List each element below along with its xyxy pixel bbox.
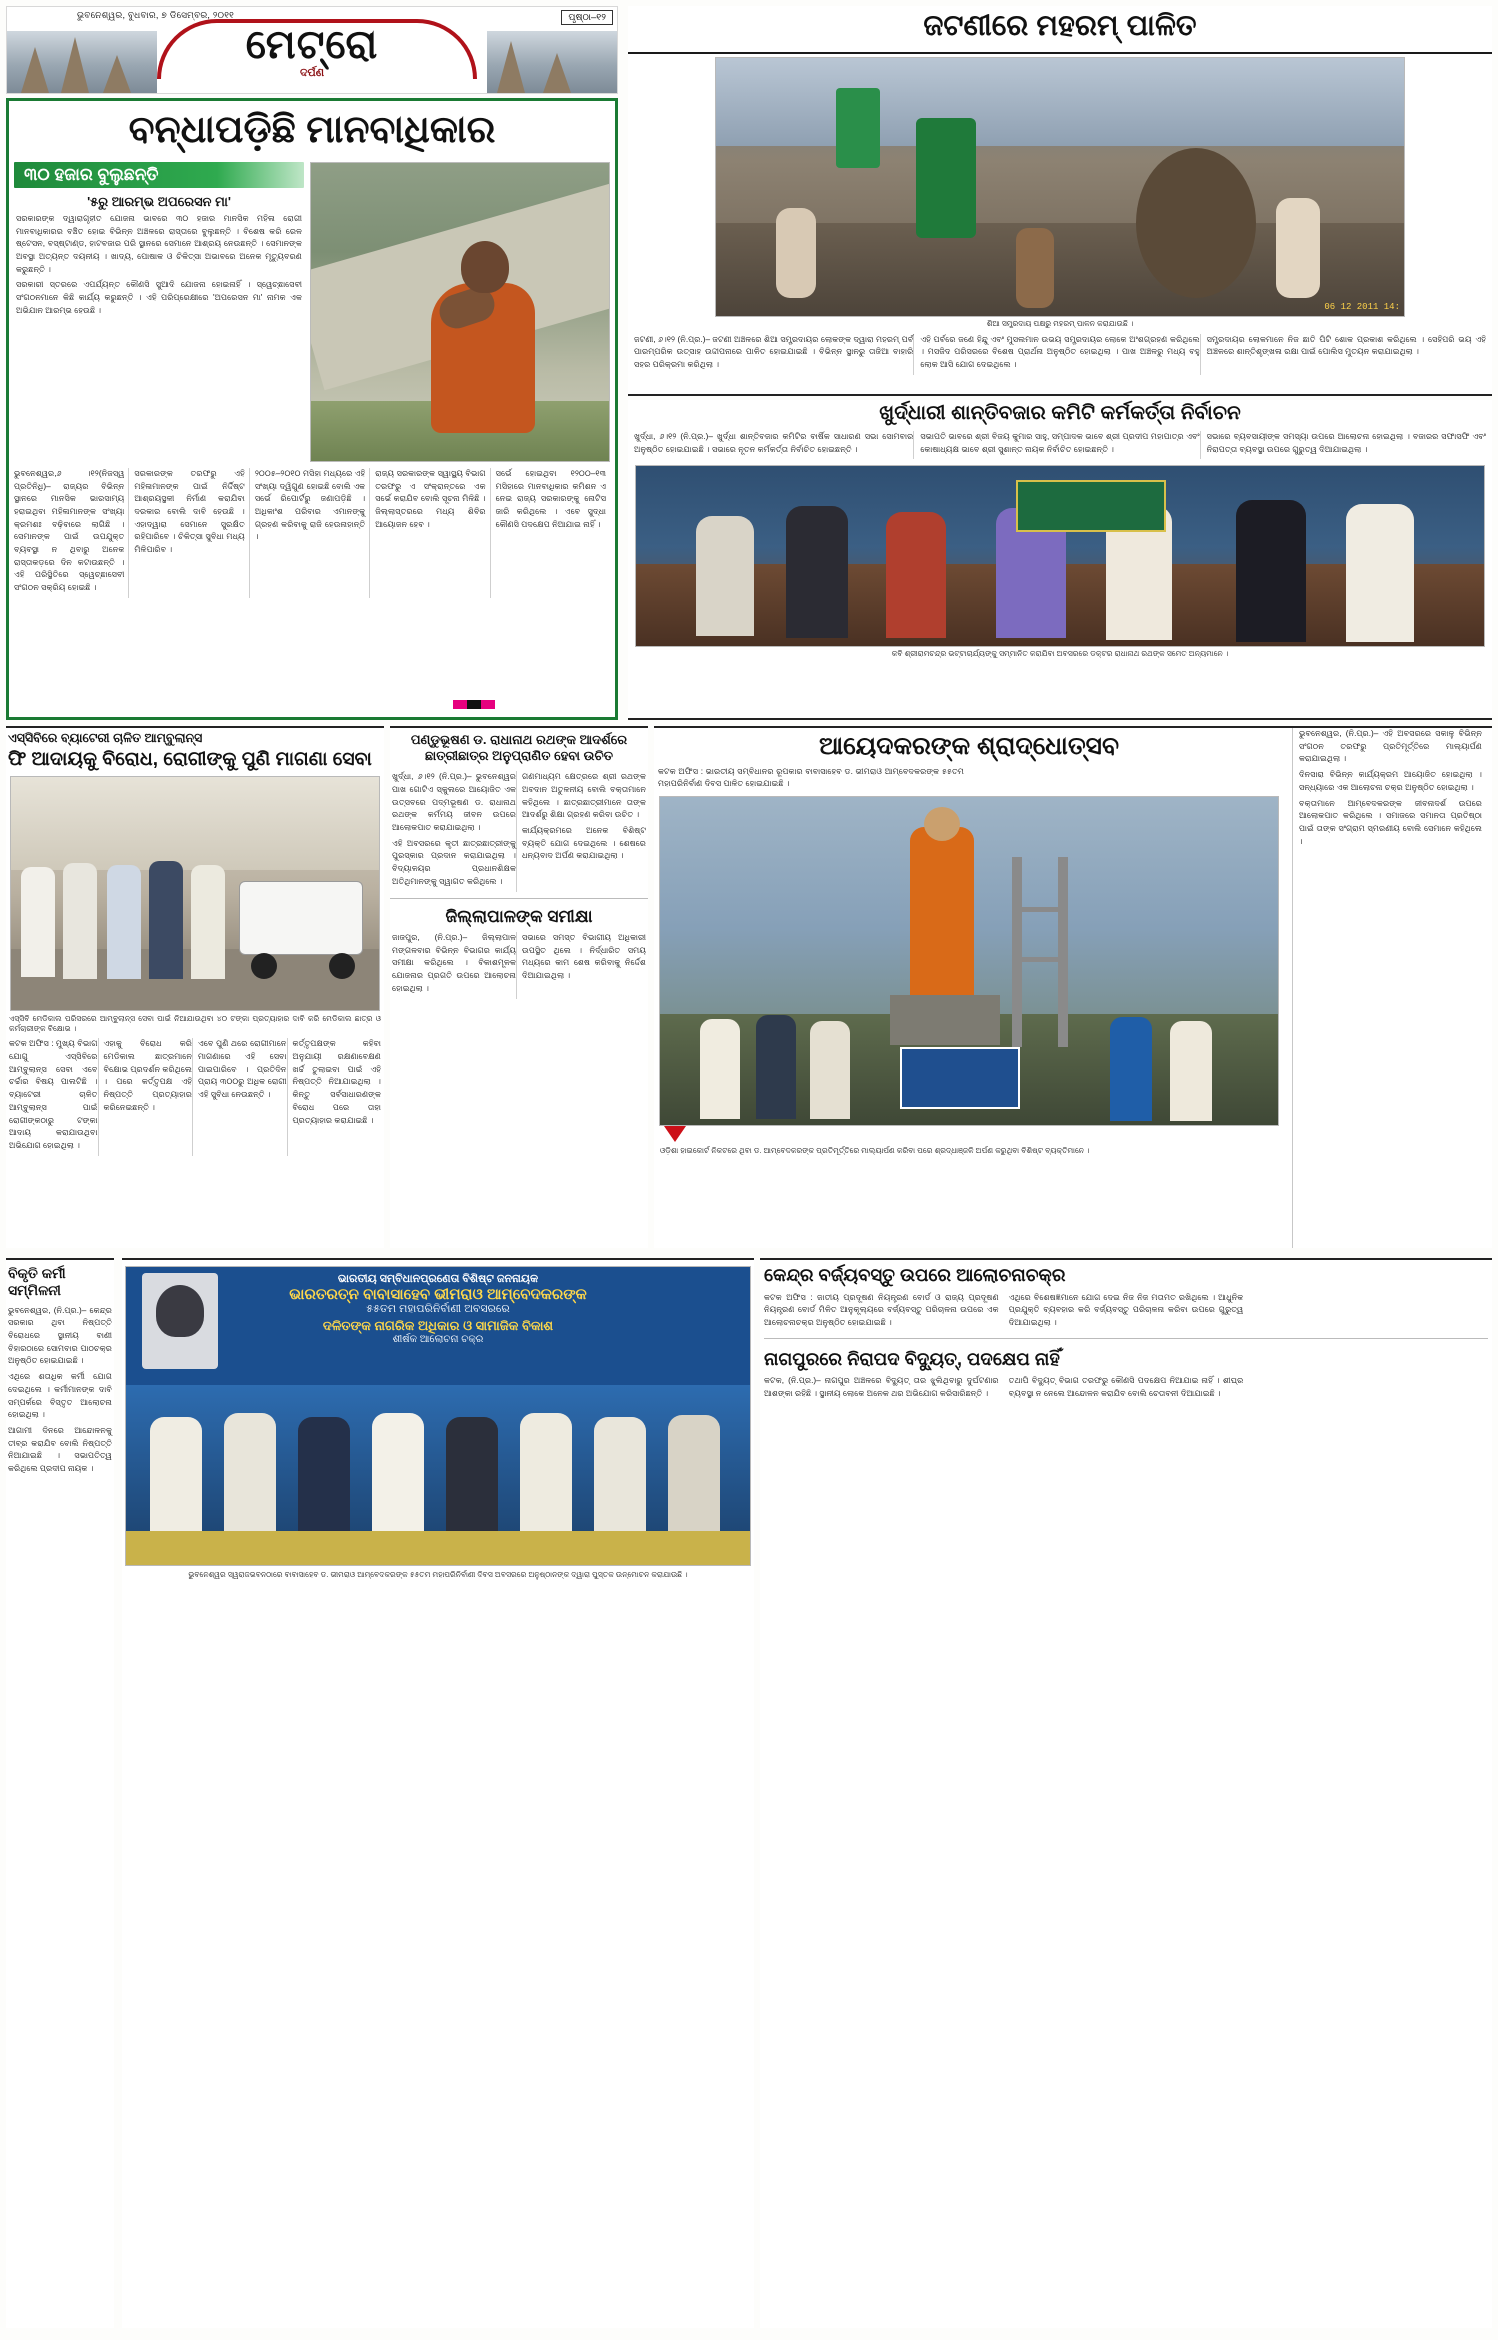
lead-para2: ସରକାରୀ ସ୍ତରରେ ଏପର୍ଯ୍ୟନ୍ତ କୌଣସି ସୁଆଦି ଯୋଜନା ହୋଇନାହିଁ । ସ୍ୱେଚ୍ଛାସେବୀ ସଂଗଠନମାନେ କିଛି କାର୍ଯ୍ୟ କରୁଛନ୍ତି । ଏହି ପରିପ୍ରେକ୍ଷୀରେ 'ଅପରେସନ ମା' ନାମକ ଏକ ଅଭିଯାନ ଆରମ୍ଭ ହେଉଛି । (16, 280, 302, 315)
ambedkar-col-2: ଦିନସାରା ବିଭିନ୍ନ କାର୍ଯ୍ୟକ୍ରମ ଆୟୋଜିତ ହୋଇଥିଲା । ସନ୍ଧ୍ୟାରେ ଏକ ଆଲୋଚନା ଚକ୍ର ଅନୁଷ୍ଠିତ ହୋଇଥିଲା । (1299, 770, 1482, 792)
lead-col-1: ଭୁବନେଶ୍ୱର,୬ ।୧୨(ନିଜସ୍ୱ ପ୍ରତିନିଧି)– ରାଜ୍ୟର ବିଭିନ୍ନ ସ୍ଥାନରେ ମାନସିକ ଭାରସାମ୍ୟ ହରାଇଥିବା ମହିଳାମାନଙ୍କ ସଂଖ୍ୟା କ୍ରମଶଃ ବଢ଼ିବାରେ ଲାଗିଛି । ସେମାନଙ୍କ ପାଇଁ ଉପଯୁକ୍ତ ବ୍ୟବସ୍ଥା ନ ଥିବାରୁ ଅନେକ ରାସ୍ତାକଡ଼ରେ ଦିନ କଟାଉଛନ୍ତି । ଏହି ପରିସ୍ଥିତିରେ ସ୍ୱେଚ୍ଛାସେବୀ ସଂଗଠନ ସକ୍ରିୟ ହୋଇଛି । (14, 468, 125, 593)
lead-col-5: ସର୍ଭେ ହୋଇଥିବା ୧୨୦୦–୧୩ ମସିହାରେ ମାନବାଧିକାର କମିଶନ ଏ ନେଇ ରାଜ୍ୟ ସରକାରଙ୍କୁ ନୋଟିସ ଜାରି କରିଥିଲେ । ଏବେ ସୁଦ୍ଧା କୌଣସି ପଦକ୍ଷେପ ନିଆଯାଇ ନାହିଁ । (495, 468, 607, 529)
ambulance-col-1: କଟକ ଅଫିସ : ମୁଖ୍ୟ ବିଭାଗ ଯୋଗୁ ଏସ୍‌ସିବିରେ ଆମ୍ବୁଲାନ୍ସ ସେବା ଏବେ ଚର୍ଚ୍ଚାର ବିଷୟ ପାଲଟିଛି । ବ୍ୟାଟେରୀ ଚାଳିତ ଆମ୍ବୁଲାନ୍ସ ପାଇଁ ରୋଗୀଙ୍କଠାରୁ ଟଙ୍କା ଆଦାୟ କରାଯାଉଥିବା ଅଭିଯୋଗ ହୋଇଥିଲା । (9, 1039, 98, 1150)
moharram-caption: ଶିଆ ସମ୍ପ୍ରଦାୟ ପକ୍ଷରୁ ମହରମ୍ ପାଳନ କରାଯାଉଛି । (986, 319, 1134, 329)
red-arrow-marker (664, 1126, 686, 1142)
jilapala-col-1: ଜାଜପୁର, (ନି.ପ୍ର.)– ଜିଲ୍ଲାପାଳ ମଙ୍ଗଳବାର ବିଭିନ୍ନ ବିଭାଗର କାର୍ଯ୍ୟ ସମୀକ୍ଷା କରିଥିଲେ । ବିକାଶମୂଳକ ଯୋଜନାର ପ୍ରଗତି ଉପରେ ଆଲୋଚନା ହୋଇଥିଲା । (392, 933, 516, 993)
committee-col-3: ସଭାରେ ବ୍ୟବସାୟୀଙ୍କ ସମସ୍ୟା ଉପରେ ଆଲୋଚନା ହୋଇଥିଲା । ବଜାରର ସଫାସଫି ଏବଂ ନିରାପତ୍ତା ବ୍ୟବସ୍ଥା ଉପରେ ଗୁରୁତ୍ୱ ଦିଆଯାଇଥିଲା । (1206, 432, 1486, 454)
lead-col-3: ୨୦୦୫–୨୦୧୦ ମସିହା ମଧ୍ୟରେ ଏହି ସଂଖ୍ୟା ଦ୍ୱିଗୁଣ ହୋଇଛି ବୋଲି ଏକ ସର୍ଭେ ରିପୋର୍ଟରୁ ଜଣାପଡ଼ିଛି । ଅଧିକାଂଶ ପରିବାର ଏମାନଙ୍କୁ ଗ୍ରହଣ କରିବାକୁ ରାଜି ହେଉନାହାନ୍ତି । (254, 468, 366, 542)
lead-intro: ସରକାରଙ୍କ ଦ୍ୱାରାଗୃହୀତ ଯୋଜନା ଭାବରେ ୩୦ ହଜାର ମାନସିକ ମହିଳା ରୋଗୀ ମାନବାଧିକାରର ବଞ୍ଚିତ ହୋଇ ବିଭିନ୍ନ ଅଞ୍ଚଳରେ ରାସ୍ତାରେ ବୁଲୁଛନ୍ତି । ବିଶେଷ କରି ରେଳ ଷ୍ଟେସନ, ବସ୍‌ଷ୍ଟାଣ୍ଡ, ହାଟବଜାର ପରି ସ୍ଥାନରେ ସେମାନେ ଆଶ୍ରୟ ନେଉଛନ୍ତି । ସେମାନଙ୍କ ଅବସ୍ଥା ଅତ୍ୟନ୍ତ ଦୟନୀୟ । ଖାଦ୍ୟ, ପୋଷାକ ଓ ଚିକିତ୍ସା ଅଭାବରେ ଅନେକ ମୃତ୍ୟୁବରଣ କରୁଛନ୍ତି । (16, 213, 302, 274)
page-number: ପୃଷ୍ଠା–୧୨ (561, 10, 613, 25)
lead-story (6, 98, 618, 720)
banner-line5: ଶୀର୍ଷକ ଆଲୋଚନା ଚକ୍ର (392, 1334, 484, 1345)
bikriti-col-3: ଆଗାମୀ ଦିନରେ ଆନ୍ଦୋଳନକୁ ତୀବ୍ର କରାଯିବ ବୋଲି ନିଷ୍ପତ୍ତି ନିଆଯାଇଛି । ସଭାପତିତ୍ୱ କରିଥିଲେ ପ୍ରଦୀପ ନାୟକ । (8, 1425, 112, 1474)
lead-col-4: ରାଜ୍ୟ ସରକାରଙ୍କ ସ୍ୱାସ୍ଥ୍ୟ ବିଭାଗ ତରଫରୁ ଏ ସଂକ୍ରାନ୍ତରେ ଏକ ସର୍ଭେ କରାଯିବ ବୋଲି ସୂଚନା ମିଳିଛି । ଜିଲ୍ଲାସ୍ତରରେ ମଧ୍ୟ ଶିବିର ଆୟୋଜନ ହେବ । (375, 468, 486, 529)
waste-text-2: ଏଥିରେ ବିଶେଷଜ୍ଞମାନେ ଯୋଗ ଦେଇ ନିଜ ନିଜ ମତାମତ ରଖିଥିଲେ । ଆଧୁନିକ ପ୍ରଯୁକ୍ତି ବ୍ୟବହାର କରି ବର୍ଜ୍ୟବସ୍ତୁ ପରିଚାଳନା କରିବା ଉପରେ ଗୁରୁତ୍ୱ ଦିଆଯାଇଥିଲା । (1008, 1292, 1244, 1328)
committee-col-1: ଖୁର୍ଦ୍ଧା, ୬।୧୨ (ନି.ପ୍ର.)– ଖୁର୍ଦ୍ଧା ଶାନ୍ତିବଜାର କମିଟିର ବାର୍ଷିକ ସାଧାରଣ ସଭା ସୋମବାର ଅନୁଷ୍ଠିତ ହୋଇଯାଇଛି । ସଭାରେ ନୂତନ କର୍ମକର୍ତ୍ତା ନିର୍ବାଚିତ ହୋଇଛନ୍ତି । (634, 432, 914, 454)
banner-line4: ଦଳିତଙ୍କ ନାଗରିକ ଅଧିକାର ଓ ସାମାଜିକ ବିକାଶ (322, 1318, 554, 1333)
photo-timestamp: 06 12 2011 14: (1324, 302, 1400, 313)
ambulance-col-4: କର୍ତ୍ତୃପକ୍ଷଙ୍କ କହିବା ଅନୁଯାୟୀ ରକ୍ଷଣାବେକ୍ଷଣ ଖର୍ଚ୍ଚ ତୁଲାଇବା ପାଇଁ ଏହି ନିଷ୍ପତ୍ତି ନିଆଯାଇଥିଲା । କିନ୍ତୁ ସର୍ବସାଧାରଣଙ୍କ ବିରୋଧ ପରେ ତାହା ପ୍ରତ୍ୟାହାର କରାଯାଇଛି । (292, 1039, 381, 1125)
bikriti-col-2: ଏଥିରେ ଶତାଧିକ କର୍ମୀ ଯୋଗ ଦେଇଥିଲେ । କର୍ମୀମାନଙ୍କ ଦାବି ସମ୍ପର୍କରେ ବିସ୍ତୃତ ଆଲୋଚନା ହୋଇଥିଲା । (8, 1372, 112, 1420)
bikriti-col-1: ଭୁବନେଶ୍ୱର, (ନି.ପ୍ର.)– କେନ୍ଦ୍ର ସରକାର ଥିବା ନିଷ୍ପତ୍ତି ବିରୋଧରେ ସ୍ଥାନୀୟ ବାଣୀ ବିହାରଠାରେ ସୋମବାର ପାଠଚକ୍ର ଅନୁଷ୍ଠିତ ହୋଇଯାଇଛି । (8, 1305, 112, 1366)
moharram-photo (715, 57, 1405, 317)
paper-title: ମେଟ୍ରୋ (245, 23, 379, 67)
radhanath-col-3: ଏହି ଅବସରରେ କୃତୀ ଛାତ୍ରଛାତ୍ରୀଙ୍କୁ ପୁରସ୍କାର ପ୍ରଦାନ କରାଯାଇଥିଲା । ବିଦ୍ୟାଳୟର ପ୍ରଧାନଶିକ୍ଷକ ଅତିଥିମାନଙ୍କୁ ସ୍ୱାଗତ କରିଥିଲେ । (392, 838, 516, 886)
moharram-col-1: ଜଟଣୀ, ୬।୧୨ (ନି.ପ୍ର.)– ଜଟଣୀ ଅଞ୍ଚଳରେ ଶିଆ ସମ୍ପ୍ରଦାୟର ଲୋକଙ୍କ ଦ୍ୱାରା ମହରମ୍ ପର୍ବ ପାରମ୍ପରିକ ଉତ୍ସାହ ଉଦ୍ଦୀପନାରେ ପାଳିତ ହୋଇଯାଇଛି । ବିଭିନ୍ନ ସ୍ଥାନରୁ ତାଜିଆ ବାହାରି ସହର ପରିକ୍ରମା କରିଥିଲା । (634, 334, 914, 369)
bottom-right-block (760, 1258, 1492, 2328)
paper-subtitle: ଦର୍ପଣ (299, 67, 325, 79)
lead-subhead: '୫ରୁ ଆରମ୍ଭ ଅପରେସନ ମା' (87, 193, 231, 209)
lead-green-bar: ୩୦ ହଜାର ବୁଲୁଛନ୍ତି (14, 162, 304, 188)
radhanath-col-4: କାର୍ଯ୍ୟକ୍ରମରେ ଅନେକ ବିଶିଷ୍ଟ ବ୍ୟକ୍ତି ଯୋଗ ଦେଇଥିଲେ । ଶେଷରେ ଧନ୍ୟବାଦ ଅର୍ପଣ କରାଯାଇଥିଲା । (522, 826, 646, 861)
moharram-col-3: ସମ୍ପ୍ରଦାୟର ଲୋକମାନେ ନିଜ ଛାତି ପିଟି ଶୋକ ପ୍ରକାଶ କରିଥିଲେ । ସେହିପରି ଭୟ ଏହି ଅଞ୍ଚଳରେ ଶାନ୍ତିଶୃଙ୍ଖଳା ରକ୍ଷା ପାଇଁ ପୋଲିସ ମୁତୟନ କରାଯାଇଥିଲା । (1206, 334, 1486, 357)
ambulance-photo (10, 776, 380, 1011)
dateline: ଭୁବନେଶ୍ୱର, ବୁଧବାର, ୭ ଡିସେମ୍ବର, ୨୦୧୧ (77, 10, 235, 20)
article-committee (628, 400, 1492, 720)
ambulance-col-3: ଏବେ ପୁଣି ଥରେ ରୋଗୀମାନେ ମାଗଣାରେ ଏହି ସେବା ପାଇପାରିବେ । ପ୍ରତିଦିନ ପ୍ରାୟ ୩୦୦ରୁ ଅଧିକ ରୋଗୀ ଏହି ସୁବିଧା ନେଉଛନ୍ତି । (198, 1039, 287, 1100)
banner-line2: ଭାରତରତ୍ନ ବାବାସାହେବ ଭୀମରାଓ ଆମ୍ବେଦକରଙ୍କ (289, 1286, 587, 1303)
lead-headline: ବନ୍ଧାପଡ଼ିଛି ମାନବାଧିକାର (128, 109, 496, 151)
cmyk-registration-marks (453, 700, 495, 709)
waste-text-1: କଟକ ଅଫିସ : ଜାତୀୟ ପ୍ରଦୂଷଣ ନିୟନ୍ତ୍ରଣ ବୋର୍ଡ ଓ ରାଜ୍ୟ ପ୍ରଦୂଷଣ ନିୟନ୍ତ୍ରଣ ବୋର୍ଡ ମିଳିତ ଆନୁକୂଲ୍ୟରେ ବର୍ଜ୍ୟବସ୍ତୁ ପରିଚାଳନା ଉପରେ ଏକ ଆଲୋଚନାଚକ୍ର ଅନୁଷ୍ଠିତ ହୋଇଯାଇଛି । (764, 1292, 999, 1328)
nagpur-text-2: ତଥାପି ବିଦ୍ୟୁତ୍ ବିଭାଗ ତରଫରୁ କୌଣସି ପଦକ୍ଷେପ ନିଆଯାଇ ନାହିଁ । ଶୀଘ୍ର ବ୍ୟବସ୍ଥା ନ ନେଲେ ଆନ୍ଦୋଳନ କରାଯିବ ବୋଲି ଚେତାବନୀ ଦିଆଯାଇଛି । (1008, 1376, 1244, 1399)
moharram-col-2: ଏହି ପର୍ବରେ ଜଣେ ହିନ୍ଦୁ ଏବଂ ମୁସଲମାନ ଉଭୟ ସମ୍ପ୍ରଦାୟର ଲୋକେ ଅଂଶଗ୍ରହଣ କରିଥିଲେ । ମସଜିଦ ପରିସରରେ ବିଶେଷ ପ୍ରାର୍ଥନା ଅନୁଷ୍ଠିତ ହୋଇଥିଲା । ପାଖ ଅଞ୍ଚଳରୁ ମଧ୍ୟ ବହୁ ଲୋକ ଆସି ଯୋଗ ଦେଇଥିଲେ । (920, 334, 1200, 369)
ambulance-col-2: ଏହାକୁ ବିରୋଧ କରି ମେଡିକାଲ ଛାତ୍ରମାନେ ବିକ୍ଷୋଭ ପ୍ରଦର୍ଶନ କରିଥିଲେ । ପରେ କର୍ତ୍ତୃପକ୍ଷ ଏହି ନିଷ୍ପତ୍ତି ପ୍ରତ୍ୟାହାର କରିନେଇଛନ୍ତି । (103, 1039, 192, 1112)
bottom-photo-block (122, 1258, 754, 2328)
waste-headline: କେନ୍ଦ୍ର ବର୍ଜ୍ୟବସ୍ତୁ ଉପରେ ଆଲୋଚନାଚକ୍ର (764, 1265, 1066, 1285)
jilapala-headline: ଜିଲ୍ଲାପାଳଙ୍କ ସମୀକ୍ଷା (390, 898, 648, 931)
radhanath-col-1: ଖୁର୍ଦ୍ଧା, ୬।୧୨ (ନି.ପ୍ର.)– ଭୁବନେଶ୍ୱର ପାଖ ଗୋଟିଏ ସ୍କୁଲରେ ଆୟୋଜିତ ଏକ ଉତ୍ସବରେ ପଦ୍ମଭୂଷଣ ଡ. ରାଧାନାଥ ରଥଙ୍କ କର୍ମମୟ ଜୀବନ ଉପରେ ଆଲୋକପାତ କରାଯାଇଥିଲା । (392, 772, 516, 832)
ambedkar-event-photo (125, 1266, 751, 1566)
nagpur-text-1: କଟକ, (ନି.ପ୍ର.)– ନାଗପୁର ଅଞ୍ଚଳରେ ବିଦ୍ୟୁତ୍ ତାର ଝୁଲିଥିବାରୁ ଦୁର୍ଘଟଣାର ଆଶଙ୍କା ରହିଛି । ସ୍ଥାନୀୟ ଲୋକେ ଅନେକ ଥର ଅଭିଯୋଗ କରିସାରିଛନ୍ତି । (764, 1376, 999, 1399)
ambulance-headline: ଫି ଆଦାୟକୁ ବିରୋଧ, ରୋଗୀଙ୍କୁ ପୁଣି ମାଗଣା ସେବା (8, 749, 372, 770)
ambedkar-col-3: ବକ୍ତାମାନେ ଆମ୍ବେଦକରଙ୍କ ଜୀବନାଦର୍ଶ ଉପରେ ଆଲୋକପାତ କରିଥିଲେ । ସମାଜରେ ସମାନତା ପ୍ରତିଷ୍ଠା ପାଇଁ ତାଙ୍କ ସଂଗ୍ରାମ ସ୍ମରଣୀୟ ବୋଲି ସେମାନେ କହିଥିଲେ । (1299, 798, 1482, 846)
ambedkar-headline: ଆୟେଦକରଙ୍କ ଶ୍ରାଦ୍ଧୋତ୍ସବ (818, 732, 1120, 760)
article-radhanath (390, 726, 648, 1248)
masthead (6, 6, 618, 94)
jilapala-col-2: ସଭାରେ ସମସ୍ତ ବିଭାଗୀୟ ଅଧିକାରୀ ଉପସ୍ଥିତ ଥିଲେ । ନିର୍ଦ୍ଧାରିତ ସମୟ ମଧ୍ୟରେ କାମ ଶେଷ କରିବାକୁ ନିର୍ଦ୍ଦେଶ ଦିଆଯାଇଥିଲା । (522, 933, 646, 981)
article-moharram (628, 6, 1492, 396)
banner-line3: ୫୫ତମ ମହାପରିନିର୍ବାଣୀ ଅବସରରେ (366, 1303, 510, 1315)
ambedkar-intro: କଟକ ଅଫିସ : ଭାରତୀୟ ସମ୍ବିଧାନର ରୂପକାର ବାବାସାହେବ ଡ. ଭୀମରାଓ ଆମ୍ବେଦକରଙ୍କ ୫୫ତମ ମହାପରିନିର୍ବାଣ ଦିବସ ପାଳିତ ହୋଇଯାଇଛି । (658, 766, 964, 789)
ambulance-kicker: ଏସ୍‌ସିବିରେ ବ୍ୟାଟେରୀ ଚାଳିତ ଆମ୍ବୁଲାନ୍ସ (8, 731, 203, 745)
committee-headline: ଖୁର୍ଦ୍ଧାରୀ ଶାନ୍ତିବଜାର କମିଟି କର୍ମକର୍ତ୍ତା ନିର୍ବାଚନ (879, 402, 1241, 424)
ambedkar-caption: ଓଡ଼ିଶା ହାଇକୋର୍ଟ ନିକଟରେ ଥିବା ଡ. ଆମ୍ବେଦକରଙ୍କ ପ୍ରତିମୂର୍ତ୍ତିରେ ମାଲ୍ୟାର୍ପଣ କରିବା ପରେ ଶ୍ରଦ୍ଧାଞ୍ଜଳି ଅର୍ପଣ କରୁଥିବା ବିଶିଷ୍ଟ ବ୍ୟକ୍ତିମାନେ । (660, 1146, 1090, 1156)
bikriti-headline: ବିକୃତି କର୍ମୀ ସମ୍ମିଳନୀ (8, 1265, 66, 1298)
radhanath-headline: ପଣ୍ଡୁଭୂଷଣ ଡ. ରାଧାନାଥ ରଥଙ୍କ ଆଦର୍ଶରେ ଛାତ୍ରୀଛାତ୍ର ଅନୁପ୍ରାଣିତ ହେବା ଉଚିତ (410, 732, 628, 763)
lead-col-2: ସରକାରଙ୍କ ତରଫରୁ ଏହି ମହିଳାମାନଙ୍କ ପାଇଁ ନିର୍ଦ୍ଦିଷ୍ଟ ଆଶ୍ରୟସ୍ଥଳୀ ନିର୍ମାଣ କରାଯିବା ଦରକାର ବୋଲି ଦାବି ହେଉଛି । ଏହାଦ୍ୱାରା ସେମାନେ ସୁରକ୍ଷିତ ରହିପାରିବେ । ଚିକିତ୍ସା ସୁବିଧା ମଧ୍ୟ ମିଳିପାରିବ । (134, 468, 245, 555)
article-ambedkar (654, 726, 1492, 1248)
ambulance-caption: ଏସ୍‌ସିବି ମେଡିକାଲ ପରିସରରେ ଆମ୍ବୁଲାନ୍ସ ସେବା ପାଇଁ ନିଆଯାଉଥିବା ୪୦ ଟଙ୍କା ପ୍ରତ୍ୟାହାର ଦାବି କରି ମେଡିକାଲ ଛାତ୍ର ଓ କର୍ମଚାରୀଙ୍କ ବିକ୍ଷୋଭ । (9, 1013, 381, 1034)
lead-photo-street-girl (310, 162, 610, 462)
committee-caption: କବି ଶ୍ରୀରାମଚନ୍ଦ୍ର ଭଟ୍ଟାଚାର୍ଯ୍ୟଙ୍କୁ ସମ୍ମାନିତ କରାଯିବା ଅବସରରେ ଡକ୍ଟର ରାଧାନାଥ ରଥଙ୍କ ସମେତ ଅନ୍ୟମାନେ । (891, 649, 1229, 659)
nagpur-headline: ନାଗପୁରରେ ନିରାପଦ ବିଦ୍ୟୁତ୍, ପଦକ୍ଷେପ ନାହିଁ (764, 1348, 1060, 1369)
committee-col-2: ସଭାପତି ଭାବରେ ଶ୍ରୀ ବିଜୟ କୁମାର ସାହୁ, ସମ୍ପାଦକ ଭାବେ ଶ୍ରୀ ପ୍ରଦୀପ ମହାପାତ୍ର ଏବଂ କୋଷାଧ୍ୟକ୍ଷ ଭାବେ ଶ୍ରୀ ସୁଶାନ୍ତ ନାୟକ ନିର୍ବାଚିତ ହୋଇଛନ୍ତି । (920, 432, 1200, 454)
ambedkar-photo (659, 796, 1279, 1126)
ambedkar-col-1: ଭୁବନେଶ୍ୱର, (ନି.ପ୍ର.)– ଏହି ଅବସରରେ ସକାଳୁ ବିଭିନ୍ନ ସଂଗଠନ ତରଫରୁ ପ୍ରତିମୂର୍ତ୍ତିରେ ମାଲ୍ୟାର୍ପଣ କରାଯାଇଥିଲା । (1299, 729, 1482, 764)
radhanath-col-2: ଗଣମାଧ୍ୟମ କ୍ଷେତ୍ରରେ ଶ୍ରୀ ରଥଙ୍କ ଅବଦାନ ଅତୁଳନୀୟ ବୋଲି ବକ୍ତାମାନେ କହିଥିଲେ । ଛାତ୍ରଛାତ୍ରୀମାନେ ତାଙ୍କ ଆଦର୍ଶରୁ ଶିକ୍ଷା ଗ୍ରହଣ କରିବା ଉଚିତ । (522, 772, 646, 820)
article-bikriti (6, 1258, 114, 2328)
committee-photo (635, 465, 1485, 647)
banner-line1: ଭାରତୀୟ ସମ୍ବିଧାନପ୍ରଣେତା ବିଶିଷ୍ଟ ଜନନାୟକ (337, 1273, 539, 1285)
moharram-headline: ଜଟଣୀରେ ମହରମ୍ ପାଳିତ (923, 10, 1197, 42)
bottom-photo-caption: ଭୁବନେଶ୍ୱର ସ୍ୱରାଜଭବନଠାରେ ବାବାସାହେବ ଡ. ଭୀମରାଓ ଆମ୍ବେଦକରଙ୍କ ୫୫ତମ ମହାପରିନିର୍ବାଣୀ ଦିବସ ଅବସରରେ ଅନୁଷ୍ଠାନଙ୍କ ଦ୍ୱାରା ପୁସ୍ତକ ଉନ୍ମୋଚନ କରାଯାଉଛି । (188, 1570, 688, 1579)
article-ambulance (6, 726, 384, 1248)
